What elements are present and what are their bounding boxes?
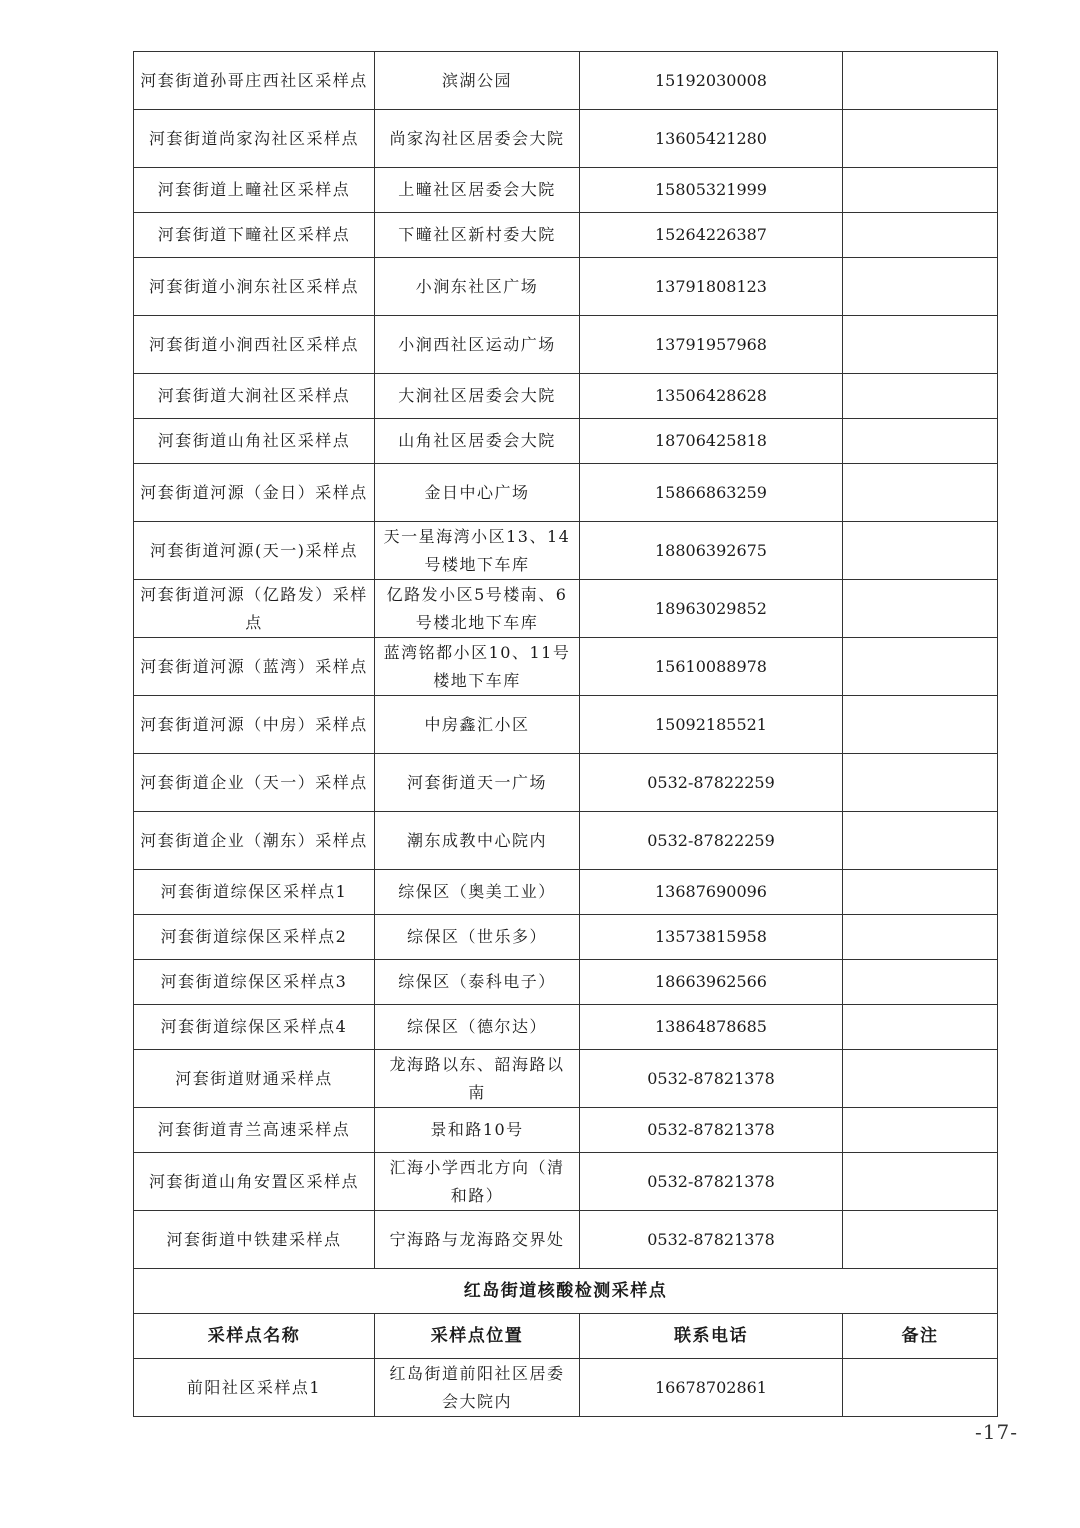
site-name: 河套街道河源（中房）采样点 (134, 696, 375, 754)
site-note (843, 915, 998, 960)
table-row (134, 213, 998, 258)
site-note (843, 52, 998, 110)
site-phone: 13864878685 (580, 1005, 843, 1050)
site-note (843, 1153, 998, 1211)
site-name: 河套街道河源(天一)采样点 (134, 522, 375, 580)
site-name: 河套街道企业（潮东）采样点 (134, 812, 375, 870)
table-row (134, 754, 998, 812)
site-phone: 0532-87821378 (580, 1108, 843, 1153)
site-note (843, 1211, 998, 1269)
site-location: 综保区（德尔达） (375, 1005, 580, 1050)
site-name: 河套街道山角安置区采样点 (134, 1153, 375, 1211)
table-row (134, 52, 998, 110)
table-row (134, 580, 998, 638)
site-note (843, 638, 998, 696)
table-row (134, 1108, 998, 1153)
site-phone: 0532-87821378 (580, 1211, 843, 1269)
table-row (134, 870, 998, 915)
site-name: 河套街道小涧东社区采样点 (134, 258, 375, 316)
site-name: 河套街道孙哥庄西社区采样点 (134, 52, 375, 110)
table-row (134, 316, 998, 374)
site-phone: 15092185521 (580, 696, 843, 754)
site-location: 龙海路以东、韶海路以南 (375, 1050, 580, 1108)
table-row (134, 915, 998, 960)
site-note (843, 754, 998, 812)
site-location: 潮东成教中心院内 (375, 812, 580, 870)
site-note (843, 696, 998, 754)
site-location: 上疃社区居委会大院 (375, 168, 580, 213)
site-location: 滨湖公园 (375, 52, 580, 110)
section-title: 红岛街道核酸检测采样点 (134, 1269, 998, 1314)
site-note (843, 522, 998, 580)
site-location: 尚家沟社区居委会大院 (375, 110, 580, 168)
site-phone: 15805321999 (580, 168, 843, 213)
site-name: 河套街道山角社区采样点 (134, 419, 375, 464)
site-note (843, 870, 998, 915)
site-location: 下疃社区新村委大院 (375, 213, 580, 258)
site-location: 汇海小学西北方向（清和路） (375, 1153, 580, 1211)
site-phone: 13506428628 (580, 374, 843, 419)
site-note (843, 464, 998, 522)
site-name: 河套街道下疃社区采样点 (134, 213, 375, 258)
table-row (134, 960, 998, 1005)
site-phone: 0532-87822259 (580, 754, 843, 812)
table-row (134, 696, 998, 754)
site-phone: 15866863259 (580, 464, 843, 522)
table-row (134, 168, 998, 213)
site-name: 河套街道大涧社区采样点 (134, 374, 375, 419)
site-location: 金日中心广场 (375, 464, 580, 522)
site-location: 蓝湾铭都小区10、11号楼地下车库 (375, 638, 580, 696)
table-row (134, 812, 998, 870)
table-row (134, 110, 998, 168)
page-number: -17- (975, 1420, 1018, 1444)
table-row (134, 1005, 998, 1050)
table-row (134, 1050, 998, 1108)
table-row (134, 258, 998, 316)
site-name: 前阳社区采样点1 (134, 1359, 375, 1417)
table-row (134, 1211, 998, 1269)
site-location: 天一星海湾小区13、14号楼地下车库 (375, 522, 580, 580)
site-note (843, 419, 998, 464)
site-phone: 16678702861 (580, 1359, 843, 1417)
site-phone: 13573815958 (580, 915, 843, 960)
site-location: 宁海路与龙海路交界处 (375, 1211, 580, 1269)
table-row (134, 522, 998, 580)
site-note (843, 168, 998, 213)
site-phone: 13791957968 (580, 316, 843, 374)
site-name: 河套街道综保区采样点3 (134, 960, 375, 1005)
table-row (134, 464, 998, 522)
site-phone: 13791808123 (580, 258, 843, 316)
site-note (843, 374, 998, 419)
site-location: 小涧西社区运动广场 (375, 316, 580, 374)
site-note (843, 1359, 998, 1417)
site-phone: 18663962566 (580, 960, 843, 1005)
site-name: 河套街道企业（天一）采样点 (134, 754, 375, 812)
site-note (843, 1108, 998, 1153)
site-phone: 18806392675 (580, 522, 843, 580)
site-location: 红岛街道前阳社区居委会大院内 (375, 1359, 580, 1417)
site-name: 河套街道河源（蓝湾）采样点 (134, 638, 375, 696)
table-row (134, 374, 998, 419)
header-phone: 联系电话 (580, 1314, 843, 1359)
site-name: 河套街道中铁建采样点 (134, 1211, 375, 1269)
site-phone: 15264226387 (580, 213, 843, 258)
site-phone: 15192030008 (580, 52, 843, 110)
header-name: 采样点名称 (134, 1314, 375, 1359)
site-location: 小涧东社区广场 (375, 258, 580, 316)
site-note (843, 1005, 998, 1050)
site-location: 综保区（泰科电子） (375, 960, 580, 1005)
site-name: 河套街道河源（金日）采样点 (134, 464, 375, 522)
site-location: 景和路10号 (375, 1108, 580, 1153)
site-name: 河套街道综保区采样点2 (134, 915, 375, 960)
site-location: 河套街道天一广场 (375, 754, 580, 812)
site-name: 河套街道河源（亿路发）采样点 (134, 580, 375, 638)
site-phone: 13687690096 (580, 870, 843, 915)
table-row (134, 1153, 998, 1211)
site-name: 河套街道小涧西社区采样点 (134, 316, 375, 374)
site-location: 山角社区居委会大院 (375, 419, 580, 464)
section-title-row (134, 1269, 998, 1314)
site-location: 综保区（奥美工业） (375, 870, 580, 915)
site-location: 大涧社区居委会大院 (375, 374, 580, 419)
header-location: 采样点位置 (375, 1314, 580, 1359)
site-location: 综保区（世乐多） (375, 915, 580, 960)
site-phone: 0532-87822259 (580, 812, 843, 870)
site-phone: 18963029852 (580, 580, 843, 638)
site-note (843, 316, 998, 374)
site-note (843, 1050, 998, 1108)
site-phone: 18706425818 (580, 419, 843, 464)
site-phone: 0532-87821378 (580, 1153, 843, 1211)
site-name: 河套街道综保区采样点1 (134, 870, 375, 915)
site-note (843, 812, 998, 870)
table-row (134, 1359, 998, 1417)
site-phone: 13605421280 (580, 110, 843, 168)
site-location: 亿路发小区5号楼南、6号楼北地下车库 (375, 580, 580, 638)
site-note (843, 213, 998, 258)
site-phone: 15610088978 (580, 638, 843, 696)
site-name: 河套街道青兰高速采样点 (134, 1108, 375, 1153)
header-note: 备注 (843, 1314, 998, 1359)
site-note (843, 110, 998, 168)
site-name: 河套街道尚家沟社区采样点 (134, 110, 375, 168)
site-name: 河套街道财通采样点 (134, 1050, 375, 1108)
site-note (843, 960, 998, 1005)
site-location: 中房鑫汇小区 (375, 696, 580, 754)
site-name: 河套街道上疃社区采样点 (134, 168, 375, 213)
site-phone: 0532-87821378 (580, 1050, 843, 1108)
site-note (843, 258, 998, 316)
header-row (134, 1314, 998, 1359)
site-name: 河套街道综保区采样点4 (134, 1005, 375, 1050)
table-row (134, 638, 998, 696)
site-note (843, 580, 998, 638)
table-row (134, 419, 998, 464)
sampling-points-table (133, 51, 998, 1417)
